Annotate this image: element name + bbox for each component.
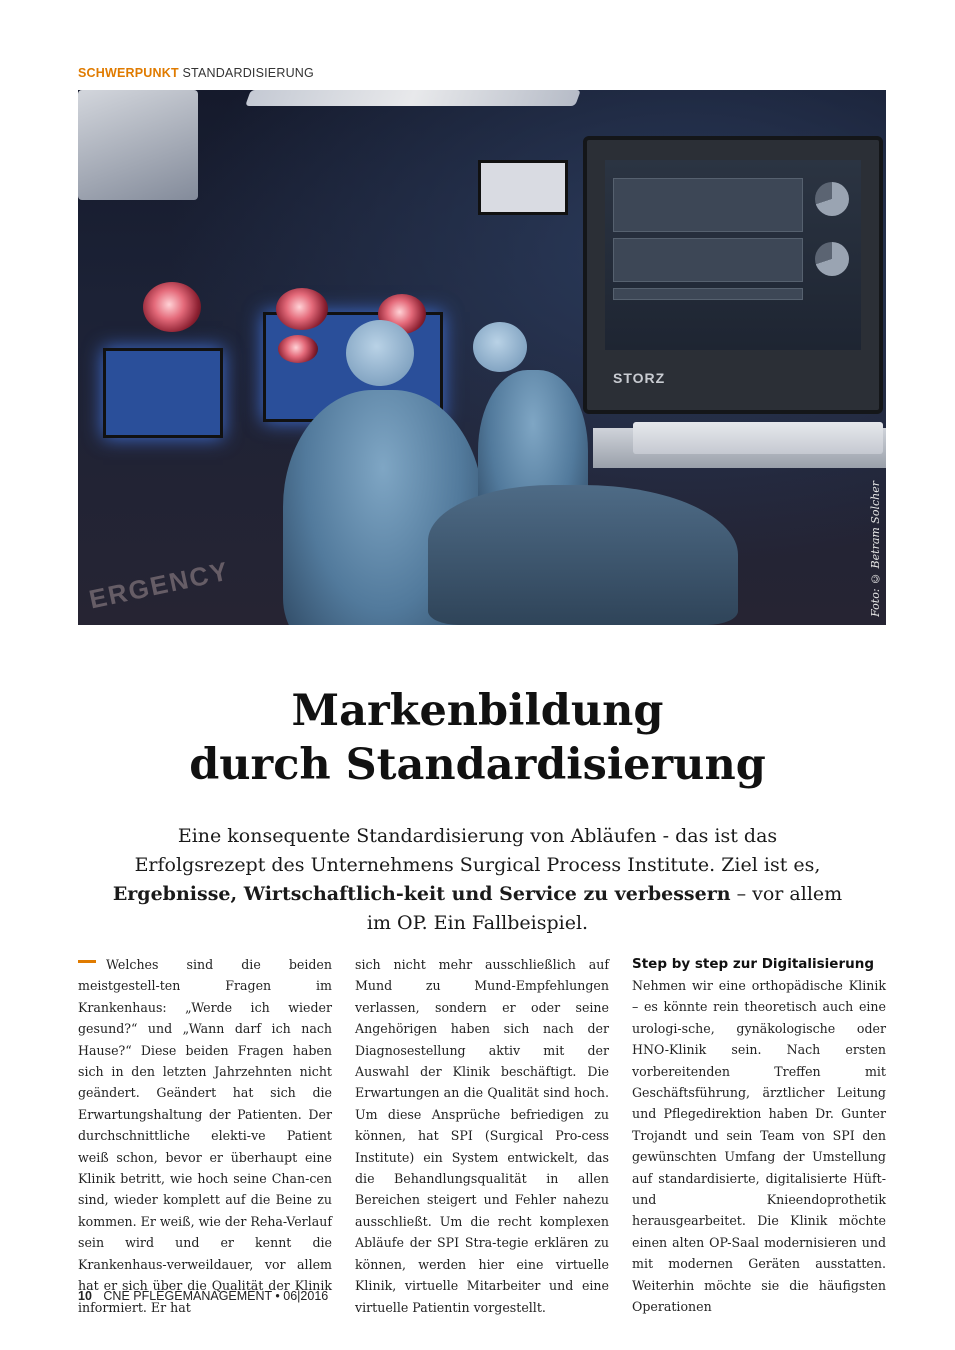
- screen-pie-chart: [815, 182, 849, 216]
- emergency-sign: ERGENCY: [86, 555, 233, 615]
- title-line-2: durch Standardisierung: [189, 740, 766, 790]
- screen-pane: [613, 178, 803, 232]
- section-accent: SCHWERPUNKT: [78, 66, 179, 80]
- text-column-2: [355, 954, 609, 1318]
- surgical-drape: [428, 485, 738, 625]
- column-3-heading: Step by step zur Digitalisierung: [632, 956, 874, 972]
- page-footer: [78, 1289, 328, 1303]
- wall-screen: [103, 348, 223, 438]
- endoscopic-image: [276, 288, 328, 330]
- text-column-1: [78, 954, 332, 1318]
- column-3-text: Nehmen wir eine orthopädische Klinik – es könnte rein theoretisch auch eine urologi-sche, gynäkologische oder HNO-Klinik sein. Nach ersten vorbereitenden Treffen mit Geschäftsführung, ärztlicher Leitung und Pflegedirektion haben Dr. Gunter Trojandt und sein Team von SPI den gewünschten Umfang der Umstellung auf standardisierte, digitalisierte Hüft- und Knieendoprothetik herausgearbeitet. Die Klinik möchte einen alten OP-Saal modernisieren und mit modernen Geräten ausstatten. Weiterhin möchte sie die häufigsten Operationen: [632, 978, 886, 1315]
- title-line-1: Markenbildung: [291, 686, 664, 736]
- photo-credit: Foto: © Betram Solcher: [869, 481, 882, 617]
- surgical-cap: [473, 322, 527, 372]
- ceiling-light: [78, 90, 198, 200]
- endoscopic-image: [143, 282, 201, 332]
- monitor-screen: [605, 160, 861, 350]
- hero-photo: [78, 90, 886, 625]
- ceiling-light: [245, 90, 581, 106]
- publication-info: CNE PFLEGEMANAGEMENT • 06|2016: [103, 1289, 329, 1303]
- lead-dash: [78, 960, 96, 963]
- column-1-text: Welches sind die beiden meistgestell-ten Fragen im Krankenhaus: „Werde ich wieder gesund?“ und „Wann darf ich nach Hause?“ Diese beiden Fragen haben sich in den letzten Jahrzehnten nicht geändert. Geändert hat sich die Erwartungshaltung der Patienten. Der durchschnittliche elekti-ve Patient weiß schon, bevor er überhaupt eine Klinik betritt, wie hoch seine Chan-cen sind, wieder komplett auf die Beine zu kommen. Er weiß, wie der Reha-Verlauf sein wird und er kennt die Krankenhaus-verweildauer, vor allem hat er sich über die Qualität der Klinik informiert. Er hat: [78, 957, 332, 1315]
- article-title: [0, 684, 955, 792]
- text-column-3: [632, 954, 886, 1318]
- storz-monitor: [583, 136, 883, 414]
- screen-pane: [613, 238, 803, 282]
- page-number: 10: [78, 1289, 92, 1303]
- wall-screen: [478, 160, 568, 215]
- endoscopic-image: [278, 335, 318, 363]
- lead-bold-text: Ergebnisse, Wirtschaftlich-keit und Service zu verbessern: [112, 883, 731, 905]
- keyboard: [633, 422, 883, 454]
- monitor-brand: STORZ: [613, 370, 666, 386]
- lead-text: Eine konsequente Standardisierung von Abläufen - das ist das Erfolgsrezept des Unternehmens Surgical Process Institute. Ziel ist es,: [134, 825, 821, 876]
- section-header: [78, 66, 314, 80]
- lead-text-end: – vor allem im OP. Ein Fallbeispiel.: [366, 883, 843, 934]
- section-topic: STANDARDISIERUNG: [182, 66, 314, 80]
- article-lead: [110, 822, 845, 938]
- screen-pie-chart: [815, 242, 849, 276]
- screen-pane: [613, 288, 803, 300]
- column-2-text: sich nicht mehr ausschließlich auf Mund zu Mund-Empfehlungen verlassen, sondern er oder seine Angehörigen haben sich nach der Diagnosestellung aktiv mit der Auswahl der Klinik beschäftigt. Die Erwartungen an die Qualität sind hoch. Um diese Ansprüche befriedigen zu können, hat SPI (Surgical Pro-cess Institute) ein System entwickelt, das die Behandlungsqualität in allen Bereichen steigert und Fehler nahezu ausschließt. Um die recht komplexen Abläufe der SPI Stra-tegie erklären zu können, werden hier eine virtuelle Klinik, virtuelle Mitarbeiter und eine virtuelle Patientin vorgestellt.: [355, 957, 609, 1315]
- surgical-cap: [346, 320, 414, 386]
